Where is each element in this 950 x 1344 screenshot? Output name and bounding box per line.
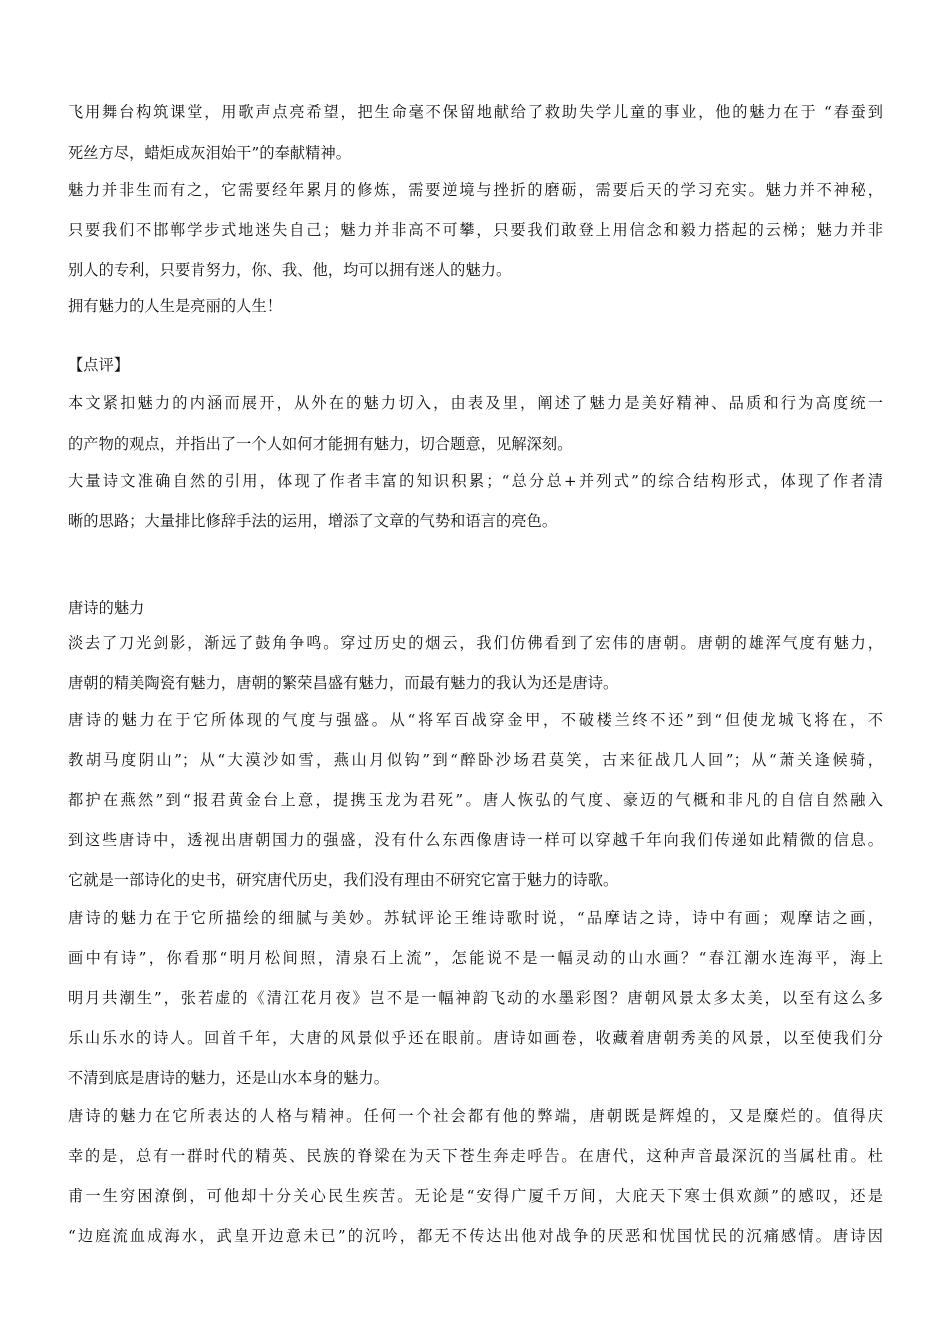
text-line: 拥有魅力的人生是亮丽的人生！ (68, 297, 283, 315)
text-line: “边庭流血成海水，武皇开边意未已”的沉吟，都无不传达出他对战争的厌恶和忧国忧民的沉痛感情。唐诗因 (68, 1227, 883, 1245)
text-line: 唐诗的魅力在于它所体现的气度与强盛。从“将军百战穿金甲，不破楼兰终不还”到“但使龙城飞将在，不 (68, 711, 883, 729)
text-line: 唐诗的魅力在于它所描绘的细腻与美妙。苏轼评论王维诗歌时说，“品摩诘之诗，诗中有画；观摩诘之画， (68, 909, 883, 927)
text-line: 别人的专利，只要肯努力，你、我、他，均可以拥有迷人的魅力。 (68, 261, 512, 279)
text-line: 的产物的观点，并指出了一个人如何才能拥有魅力，切合题意，见解深刻。 (68, 435, 573, 453)
text-line: 到这些唐诗中，透视出唐朝国力的强盛，没有什么东西像唐诗一样可以穿越千年向我们传递如此精微的信息。 (68, 831, 883, 849)
text-line: 不清到底是唐诗的魅力，还是山水本身的魅力。 (68, 1069, 390, 1087)
text-line: 幸的是，总有一群时代的精英、民族的脊梁在为天下苍生奔走呼告。在唐代，这种声音最深沉的当属杜甫。杜 (68, 1147, 883, 1165)
text-line: 都护在燕然”到“报君黄金台上意，提携玉龙为君死”。唐人恢弘的气度、豪迈的气概和非凡的自信自然融入 (68, 791, 883, 809)
text-line: 甫一生穷困潦倒，可他却十分关心民生疾苦。无论是“安得广厦千万间，大庇天下寒士俱欢颜”的感叹，还是 (68, 1187, 883, 1205)
text-line: 乐山乐水的诗人。回首千年，大唐的风景似乎还在眼前。唐诗如画卷，收藏着唐朝秀美的风景，以至使我们分 (68, 1029, 883, 1047)
article-title: 唐诗的魅力 (68, 599, 145, 617)
text-line: 死丝方尽，蜡炬成灰泪始干”的奉献精神。 (68, 144, 352, 162)
text-line: 唐朝的精美陶瓷有魅力，唐朝的繁荣昌盛有魅力，而最有魅力的我认为还是唐诗。 (68, 674, 619, 692)
text-line: 教胡马度阴山”；从“大漠沙如雪，燕山月似钩”到“醉卧沙场君莫笑，古来征战几人回”；从“萧关逢候骑， (68, 751, 883, 769)
text-line: 飞用舞台构筑课堂，用歌声点亮希望，把生命毫不保留地献给了救助失学儿童的事业，他的魅力在于 “春蚕到 (68, 103, 883, 121)
text-line: 它就是一部诗化的史书，研究唐代历史，我们没有理由不研究它富于魅力的诗歌。 (68, 871, 619, 889)
text-line: 大量诗文准确自然的引用，体现了作者丰富的知识积累；“总分总+并列式”的综合结构形式，体现了作者清 (68, 472, 883, 490)
text-line: 淡去了刀光剑影，渐远了鼓角争鸣。穿过历史的烟云，我们仿佛看到了宏伟的唐朝。唐朝的雄浑气度有魅力， (68, 634, 883, 652)
text-line: 唐诗的魅力在它所表达的人格与精神。任何一个社会都有他的弊端，唐朝既是辉煌的，又是糜烂的。值得庆 (68, 1107, 883, 1125)
text-line: 明月共潮生”，张若虚的《清江花月夜》岂不是一幅神韵飞动的水墨彩图？唐朝风景太多太美，以至有这么多 (68, 989, 883, 1007)
text-line: 画中有诗”，你看那“明月松间照，清泉石上流”，怎能说不是一幅灵动的山水画？“春江潮水连海平，海上 (68, 949, 883, 967)
text-line: 本文紧扣魅力的内涵而展开，从外在的魅力切入，由表及里，阐述了魅力是美好精神、品质和行为高度统一 (68, 394, 883, 412)
text-line: 魅力并非生而有之，它需要经年累月的修炼，需要逆境与挫折的磨砺，需要后天的学习充实。魅力并不神秘， (68, 181, 883, 199)
text-line: 晰的思路；大量排比修辞手法的运用，增添了文章的气势和语言的亮色。 (68, 512, 558, 530)
section-heading: 【点评】 (68, 356, 130, 374)
text-line: 只要我们不邯郸学步式地迷失自己；魅力并非高不可攀，只要我们敢登上用信念和毅力搭起的云梯；魅力并非 (68, 221, 883, 239)
